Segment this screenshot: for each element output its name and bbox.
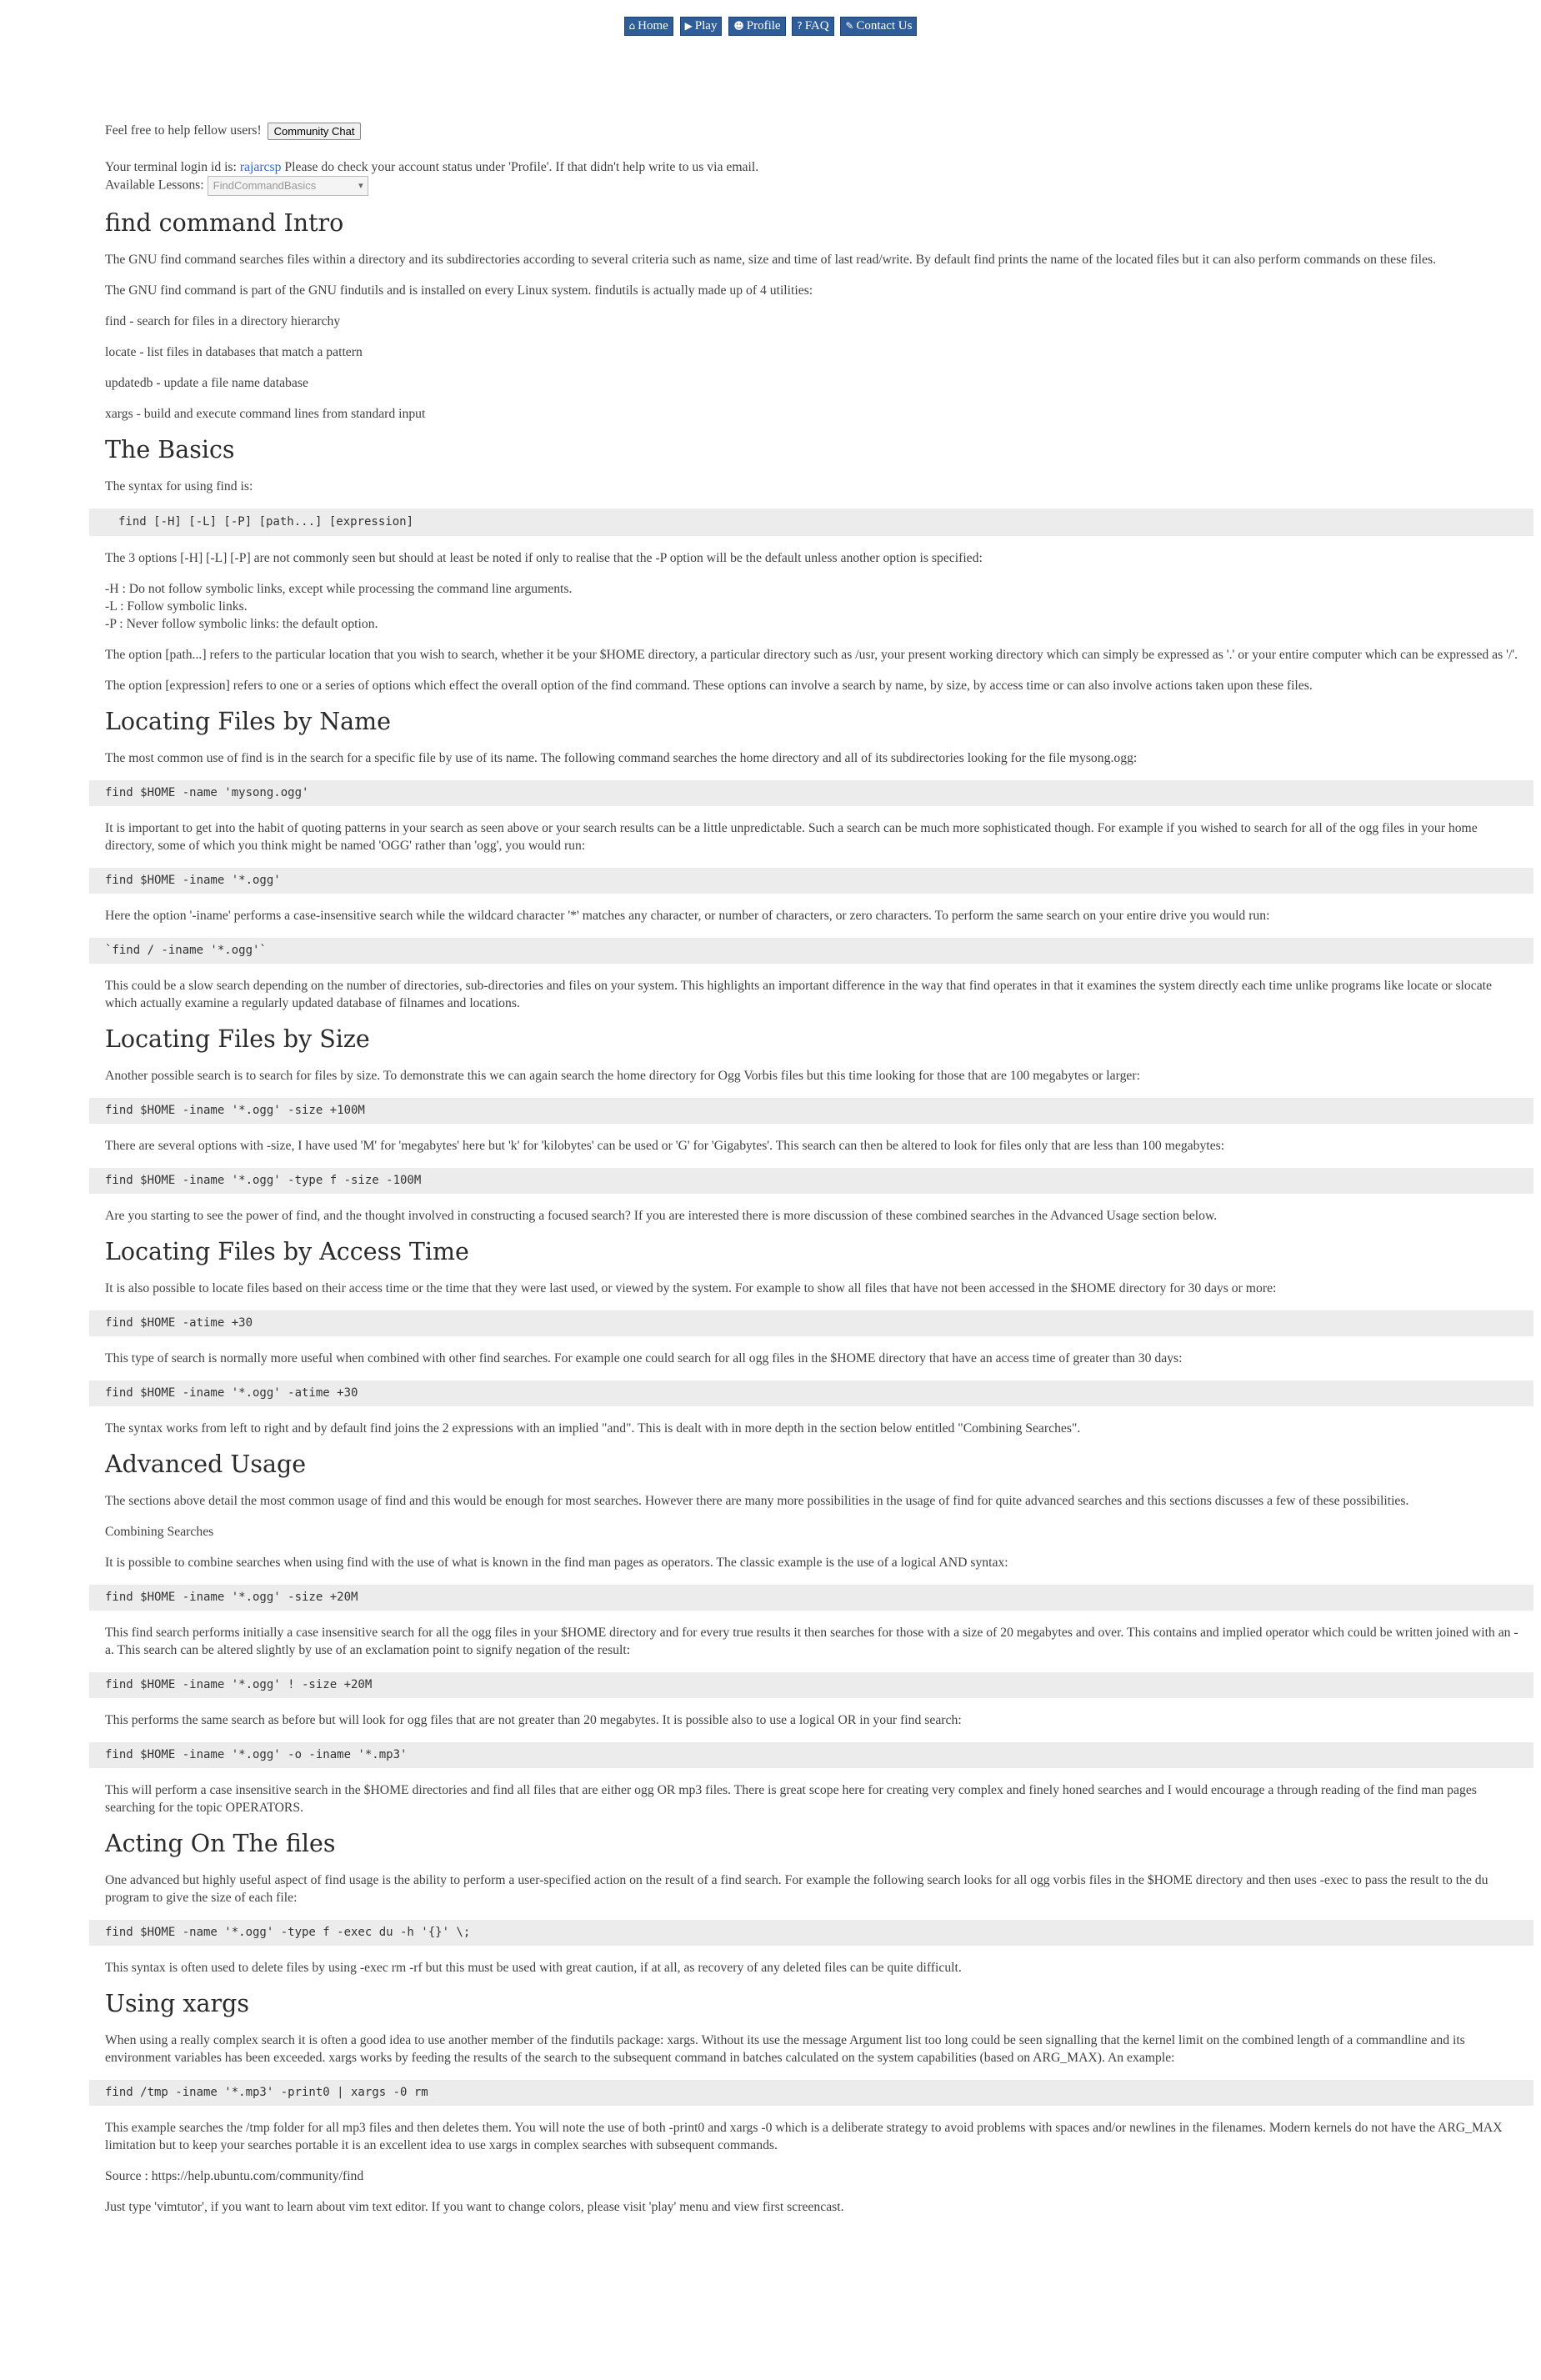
- code-block: find /tmp -iname '*.mp3' -print0 | xargs -0 rm: [89, 2080, 1533, 2106]
- paragraph: updatedb - update a file name database: [105, 375, 308, 390]
- options-list: -H : Do not follow symbolic links, except while processing the command line arguments. -L : Follow symbolic links. -P : Never follow symbolic links: the default option.: [105, 581, 573, 631]
- paragraph: The GNU find command is part of the GNU findutils and is installed on every Linux system. findutils is actually made up of 4 utilities:: [105, 283, 813, 298]
- nav-home-link[interactable]: ⌂ Home: [624, 17, 673, 36]
- nav-profile-link[interactable]: ☻ Profile: [728, 17, 785, 36]
- nav-play-link[interactable]: ▶ Play: [680, 17, 723, 36]
- code-block: find $HOME -iname '*.ogg' ! -size +20M: [89, 1672, 1533, 1698]
- lessons-line: Available Lessons: FindCommandBasics ▾: [105, 176, 1522, 196]
- nav-contact-link[interactable]: ✎ Contact Us: [840, 17, 917, 36]
- section-title: Advanced Usage: [105, 1450, 307, 1478]
- footer-note: Just type 'vimtutor', if you want to learn about vim text editor. If you want to change colors, please visit 'play' menu and view first screencast.: [105, 2199, 844, 2214]
- paragraph: It is important to get into the habit of quoting patterns in your search as seen above or your search results can be a little unpredictable. Such a search can be much more sophisticated though. For example if you wished to search for all of the ogg files in your home directory, some of which you think might be named 'OGG' rather than 'ogg', you would run:: [105, 820, 1478, 853]
- code-block: find $HOME -name 'mysong.ogg': [89, 780, 1533, 806]
- section-title: The Basics: [105, 435, 235, 463]
- home-icon: ⌂: [628, 20, 636, 32]
- top-nav: [0, 17, 1541, 36]
- section-title: Locating Files by Size: [105, 1025, 370, 1053]
- paragraph: The GNU find command searches files within a directory and its subdirectories according to several criteria such as name, size and time of last read/write. By default find prints the name of the located files but it can also perform commands on these files.: [105, 252, 1436, 267]
- code-block: find $HOME -iname '*.ogg' -atime +30: [89, 1380, 1533, 1406]
- paragraph: It is also possible to locate files based on their access time or the time that they were last used, or viewed by the system. For example to show all files that have not been accessed in the $HOME directory for 30 days or more:: [105, 1280, 1277, 1295]
- paragraph: This example searches the /tmp folder for all mp3 files and then deletes them. You will note the use of both -print0 and xargs -0 which is a deliberate strategy to avoid problems with spaces and/or newlines in the filenames. Modern kernels do not have the ARG_MAX limitation but to keep your searches portable it is an excellent idea to use xargs in complex searches with subsequent commands.: [105, 2120, 1503, 2152]
- section-title: Locating Files by Name: [105, 707, 392, 735]
- paragraph: This will perform a case insensitive search in the $HOME directories and find all files that are either ogg OR mp3 files. There is great scope here for creating very complex and finely honed searches and I would encourage a through reading of the find man pages searching for the topic OPERATORS.: [105, 1782, 1477, 1815]
- code-block: find $HOME -atime +30: [89, 1310, 1533, 1336]
- code-block: `find / -iname '*.ogg'`: [89, 938, 1533, 964]
- code-block: find $HOME -iname '*.ogg' -size +100M: [89, 1098, 1533, 1124]
- paragraph: xargs - build and execute command lines from standard input: [105, 406, 426, 421]
- paragraph: One advanced but highly useful aspect of find usage is the ability to perform a user-specified action on the result of a find search. For example the following search looks for all ogg vorbis files in the $HOME directory and then uses -exec to pass the result to the du program to give the size of each file:: [105, 1872, 1488, 1905]
- paragraph: This syntax is often used to delete files by using -exec rm -rf but this must be used with great caution, if at all, as recovery of any deleted files can be quite difficult.: [105, 1960, 962, 1975]
- section-title: Acting On The files: [105, 1829, 336, 1857]
- paragraph: The most common use of find is in the search for a specific file by use of its name. The following command searches the home directory and all of its subdirectories looking for the file mysong.ogg:: [105, 750, 1138, 765]
- paragraph: Here the option '-iname' performs a case-insensitive search while the wildcard character '*' matches any character, or number of characters, or zero characters. To perform the same search on your entire drive you would run:: [105, 908, 1270, 923]
- paragraph: Another possible search is to search for files by size. To demonstrate this we can again search the home directory for Ogg Vorbis files but this time looking for those that are 100 megabytes or larger:: [105, 1068, 1140, 1083]
- code-block: find $HOME -iname '*.ogg' -size +20M: [89, 1585, 1533, 1611]
- video-icon: ▶: [684, 20, 693, 32]
- login-id-link[interactable]: rajarcsp: [239, 159, 282, 174]
- lessons-select[interactable]: FindCommandBasics ▾: [208, 176, 368, 196]
- community-chat-button[interactable]: Community Chat: [268, 123, 362, 140]
- paragraph: Are you starting to see the power of find, and the thought involved in constructing a focused search? If you are interested there is more discussion of these combined searches in the Advanced Usage section below.: [105, 1208, 1218, 1223]
- paragraph: The 3 options [-H] [-L] [-P] are not commonly seen but should at least be noted if only to realise that the -P option will be the default unless another option is specified:: [105, 550, 983, 565]
- code-block: find $HOME -iname '*.ogg' -o -iname '*.mp3': [89, 1742, 1533, 1768]
- paragraph: This type of search is normally more useful when combined with other find searches. For example one could search for all ogg files in the $HOME directory that have an access time of greater than 30 days:: [105, 1350, 1183, 1365]
- section-title: Using xargs: [105, 1989, 249, 2017]
- code-block: find $HOME -iname '*.ogg': [89, 868, 1533, 894]
- paragraph: The sections above detail the most common usage of find and this would be enough for most searches. However there are many more possibilities in the usage of find for quite advanced searches and this sections discusses a few of these possibilities.: [105, 1493, 1409, 1508]
- code-block: find $HOME -name '*.ogg' -type f -exec du -h '{}' \;: [89, 1920, 1533, 1946]
- paragraph: This could be a slow search depending on the number of directories, sub-directories and files on your system. This highlights an important difference in the way that find operates in that it examines the system directly each time unlike programs like locate or slocate which actually examine a regularly updated database of filnames and locations.: [105, 978, 1493, 1010]
- paragraph: This performs the same search as before but will look for ogg files that are not greater than 20 megabytes. It is possible also to use a logical OR in your find search:: [105, 1712, 962, 1727]
- lightbulb-icon: ✎: [845, 20, 854, 32]
- paragraph: When using a really complex search it is often a good idea to use another member of the findutils package: xargs. Without its use the message Argument list too long could be seen signalling that the kernel limit on the combined length of a commandline and its environment variables has been exceeded. xargs works by feeding the results of the search to the subsequent command in batches calculated on the system capabilities (based on ARG_MAX). An example:: [105, 2032, 1465, 2065]
- code-block: find $HOME -iname '*.ogg' -type f -size -100M: [89, 1168, 1533, 1194]
- lesson-content: [105, 122, 1522, 2229]
- user-icon: ☻: [733, 20, 744, 32]
- section-title: find command Intro: [105, 208, 344, 237]
- source-line: Source : https://help.ubuntu.com/community/find: [105, 2168, 364, 2183]
- paragraph: The syntax for using find is:: [105, 479, 253, 494]
- paragraph: There are several options with -size, I have used 'M' for 'megabytes' here but 'k' for 'kilobytes' can be used or 'G' for 'Gigabytes'. This search can then be altered to look for files only that are less than 100 megabytes:: [105, 1138, 1225, 1153]
- paragraph: The option [expression] refers to one or a series of options which effect the overall option of the find command. These options can involve a search by name, by size, by access time or can also involve actions taken upon these files.: [105, 678, 1313, 693]
- paragraph: The syntax works from left to right and by default find joins the 2 expressions with an implied "and". This is dealt with in more depth in the section below entitled "Combining Searches".: [105, 1420, 1081, 1436]
- paragraph: The option [path...] refers to the particular location that you wish to search, whether it be your $HOME directory, a particular directory such as /usr, your present working directory which can simply be expressed as '.' or your entire computer which can be expressed as '/'.: [105, 647, 1518, 662]
- nav-faq-link[interactable]: ? FAQ: [792, 17, 833, 36]
- paragraph: This find search performs initially a case insensitive search for all the ogg files in your $HOME directory and for every true results it then searches for those with a size of 20 megabytes and over. This contains and implied operator which could be written joined with an -a. This search can be altered slightly by use of an exclamation point to signify negation of the result:: [105, 1625, 1518, 1657]
- subsection-title: Combining Searches: [105, 1524, 214, 1539]
- help-line: Feel free to help fellow users! Community Chat: [105, 122, 1522, 140]
- paragraph: locate - list files in databases that match a pattern: [105, 344, 363, 359]
- section-title: Locating Files by Access Time: [105, 1237, 469, 1265]
- login-line: Your terminal login id is: rajarcsp Please do check your account status under 'Profile'. If that didn't help write to us via email.: [105, 159, 759, 174]
- question-icon: ?: [797, 20, 803, 32]
- code-block: find [-H] [-L] [-P] [path...] [expression]: [89, 509, 1533, 536]
- paragraph: It is possible to combine searches when using find with the use of what is known in the find man pages as operators. The classic example is the use of a logical AND syntax:: [105, 1555, 1008, 1570]
- paragraph: find - search for files in a directory hierarchy: [105, 313, 341, 328]
